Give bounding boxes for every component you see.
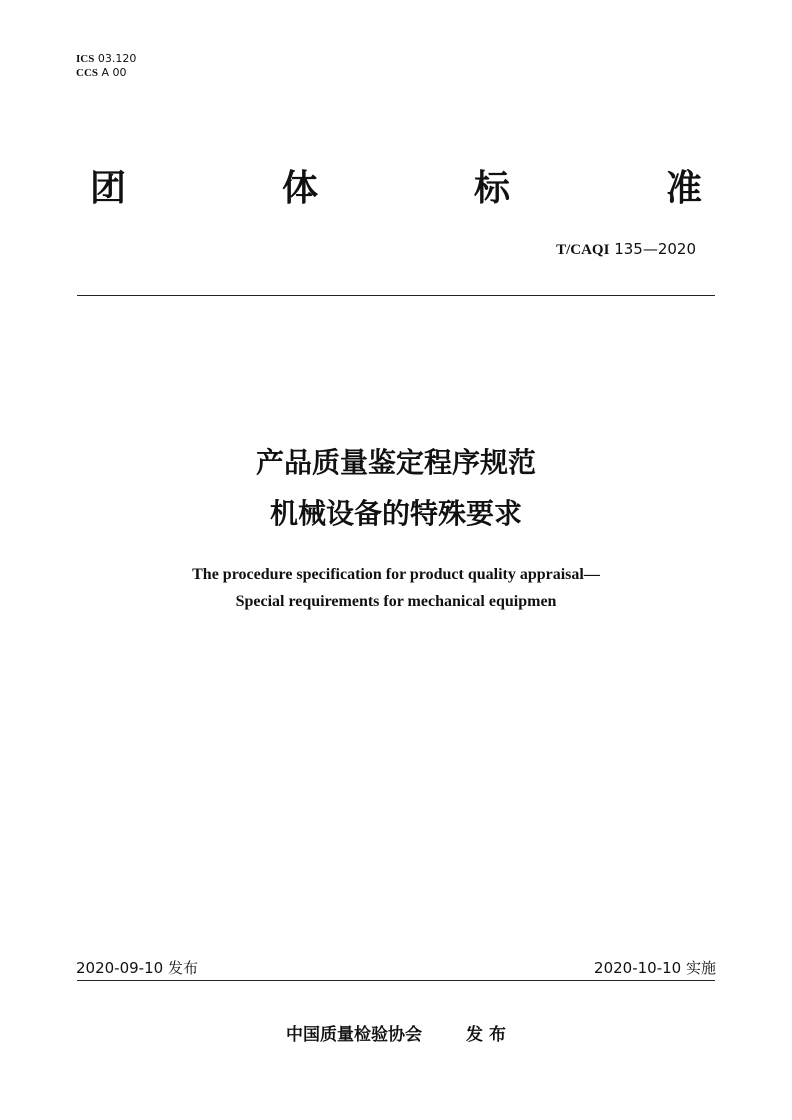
title-cn-line2: 机械设备的特殊要求 [269, 497, 522, 530]
standard-type-char: 准 [665, 168, 702, 209]
ccs-code: A 00 [101, 66, 127, 79]
ccs-label: CCS [76, 67, 99, 79]
standard-type-heading [90, 160, 702, 211]
ics-line [76, 52, 136, 66]
standard-type-char: 团 [90, 168, 127, 209]
footer-divider [77, 980, 715, 981]
header-divider [77, 295, 715, 296]
title-en-line1: The procedure specification for product quality appraisal— [192, 566, 600, 583]
standard-type-char: 标 [473, 168, 510, 209]
ics-code: 03.120 [97, 52, 137, 65]
standard-number-value: 135—2020 [614, 240, 696, 258]
ics-label: ICS [76, 53, 95, 65]
standard-number-prefix: T/CAQI [556, 242, 610, 258]
implementation-date: 2020-10-10 实施 [594, 959, 716, 977]
publisher-action: 发 布 [466, 1025, 506, 1045]
standard-type-char: 体 [281, 168, 318, 209]
title-cn-line1: 产品质量鉴定程序规范 [255, 446, 536, 479]
standard-number [556, 240, 696, 259]
publisher-name: 中国质量检验协会 [286, 1025, 423, 1045]
issue-date: 2020-09-10 发布 [76, 959, 198, 977]
title-en-line2: Special requirements for mechanical equipmen [235, 593, 557, 610]
ccs-line [76, 66, 136, 80]
classification-codes [76, 52, 136, 80]
publisher-line [0, 1020, 792, 1045]
